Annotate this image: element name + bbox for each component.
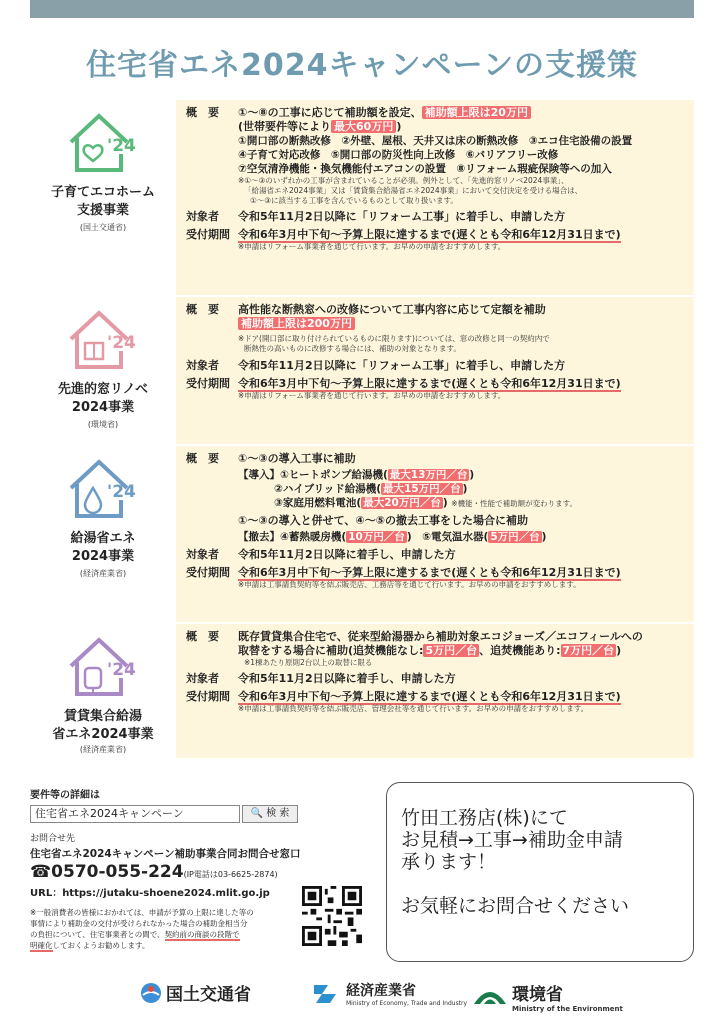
search-button[interactable]: 🔍 検 索 [242,805,298,823]
house-heart-icon [63,108,143,176]
section-name-1: 賃貸集合給湯 [63,709,142,724]
section-header [30,624,176,758]
item-text: ④蓄熱暖房機( [280,531,347,543]
item-amount: 最大20万円／台 [363,497,441,509]
item-text: ) [406,531,412,543]
gaiyou-label: 概 要 [186,630,219,643]
gaiyou-label: 概 要 [186,452,219,465]
page-title: 住宅省エネ2024キャンペーンの支援策 [86,48,638,83]
target-label: 対象者 [186,672,219,685]
ministry-label: (経済産業省) [79,569,127,578]
target-text: 令和5年11月2日以降に着手し、申請した方 [238,548,456,561]
env-emblem-icon [472,984,508,1010]
max-highlight: 最大60万円 [331,120,396,133]
item-amount: 5万円／台 [490,531,540,543]
note: ①〜③に該当する工事を含んでいるものとして取り扱います。 [250,196,458,205]
item-text: ⑤電気温水器( [422,531,489,543]
item-text: ) [541,531,547,543]
amount-highlight: 7万円／台 [562,644,615,657]
meti-logo [312,980,467,1007]
section-kyutou [30,446,694,622]
period-text: 令和6年3月中下旬〜予算上限に達するまで(遅くとも令和6年12月31日まで) [238,690,621,703]
gaiyou-text: ) [396,120,402,133]
ministry-logos [0,972,724,1012]
section-name-2: 支援事業 [76,203,129,218]
ministry-label: (環境省) [87,420,119,429]
intro-tag: 【導入】 [238,469,280,481]
target-text: 令和5年11月2日以降に「リフォーム工事」に着手し、申請した方 [238,359,566,372]
meti-emblem-icon [312,981,342,1007]
gaiyou-text: ①〜③の導入と併せて、④〜⑤の撤去工事をした場合に補助 [238,514,529,527]
items-line: ⑦空気清浄機能・換気機能付エアコンの設置 ⑧リフォーム瑕疵保険等への加入 [238,163,612,175]
period-note: ※申請は工事請負契約等を結ぶ販売店、管理会社等を通じて行います。お早めの申請をおすすめします。 [238,704,589,713]
section-header [30,297,176,444]
gaiyou-label: 概 要 [186,106,219,119]
gaiyou-text: (世帯要件等により [238,120,332,133]
section-body [176,297,694,444]
house-water-heater-icon [63,632,143,700]
contact-label: お問合せ先 [30,834,76,844]
gaiyou-text: 取替をする場合に補助(追焚機能なし: [238,644,424,657]
search-bar [30,805,370,823]
meti-name-en: Ministry of Economy, Trade and Industry [346,1000,468,1007]
meti-name: 経済産業省 [346,983,416,999]
note: ※1棟あたり原則2台以上の取替に限る [244,658,373,667]
gaiyou-text: ①〜③の導入工事に補助 [238,452,356,465]
badge-24: '24 [107,136,136,156]
house-water-drop-icon [63,454,143,522]
limit-highlight: 補助額上限は200万円 [238,317,355,330]
warn-line: ※一般消費者の皆様におかれては、申請が予算の上限に達した等の [30,908,254,917]
section-header [30,446,176,622]
phone-number: ☎0570-055-224 [30,862,184,882]
target-text: 令和5年11月2日以降に「リフォーム工事」に着手し、申請した方 [238,210,566,223]
items-line: ④子育て対応改修 ⑤開口部の防災性向上改修 ⑥バリアフリー改修 [238,149,559,161]
qr-code[interactable] [302,886,362,946]
phone-note: (IP電話は03-6625-2874) [183,870,278,879]
shop-line: 竹田工務店(株)にて [401,807,568,829]
shop-line: 承ります！ [401,851,497,873]
gaiyou-text: 、追焚機能あり: [479,644,561,657]
contact-name: 住宅省エネ2024キャンペーン補助事業合同お問合せ窓口 [30,848,301,860]
section-kosodate [30,100,694,295]
ministry-label: (国土交通省) [79,223,127,232]
limit-highlight: 補助額上限は20万円 [422,106,531,119]
section-mado [30,297,694,444]
target-label: 対象者 [186,548,219,561]
remove-tag: 【撤去】 [238,531,280,543]
section-name-1: 子育てエコホーム [50,185,155,200]
items-line: ①開口部の断熱改修 ②外壁、屋根、天井又は床の断熱改修 ③エコ住宅設備の設置 [238,135,633,147]
section-name-2: 2024事業 [71,549,135,564]
period-text: 令和6年3月中下旬〜予算上限に達するまで(遅くとも令和6年12月31日まで) [238,566,621,579]
mlit-emblem-icon [140,982,162,1004]
env-name-en: Ministry of the Environment [512,1005,623,1013]
item-amount: 最大13万円／台 [389,469,468,481]
section-chintai [30,624,694,758]
house-window-icon [63,305,143,373]
period-label: 受付期間 [186,228,230,241]
note: ※機能・性能で補助額が変わります。 [451,499,577,508]
item-amount: 10万円／台 [348,531,405,543]
note: ※①〜③のいずれかの工事が含まれていることが必須。例外として、「先進的窓リノベ2024事業」、 [238,176,569,185]
url-link[interactable]: URL：https://jutaku-shoene2024.mlit.go.jp [30,888,270,899]
gaiyou-label: 概 要 [186,303,219,316]
badge-24: '24 [107,660,136,680]
warn-emphasis: 明確化 [30,941,53,950]
shop-message-box [386,782,694,962]
gaiyou-text: ①〜⑧の工事に応じて補助額を設定、 [238,106,422,119]
top-bar [30,0,694,18]
section-body [176,100,694,295]
period-note: ※申請はリフォーム事業者を通じて行います。お早めの申請をおすすめします。 [238,391,506,400]
period-label: 受付期間 [186,690,230,703]
env-logo [472,980,623,1013]
note: ※ドア(開口部に取り付けられているものに限ります)については、窓の改修と同一の契約内で [238,334,550,343]
period-note: ※申請はリフォーム事業者を通じて行います。お早めの申請をおすすめします。 [238,242,506,251]
item-text: ②ハイブリッド給湯機( [274,483,382,495]
period-note: ※申請は工事請負契約等を結ぶ販売店、工務店等を通じて行います。お早めの申請をおすすめします。 [238,580,581,589]
gaiyou-text: 高性能な断熱窓への改修について工事内容に応じて定額を補助 [238,303,546,316]
target-label: 対象者 [186,210,219,223]
amount-highlight: 5万円／台 [425,644,478,657]
badge-24: '24 [107,333,136,353]
details-label: 要件等の詳細は [30,790,100,801]
item-text: ) [462,483,468,495]
section-header [30,100,176,295]
item-text: ) [442,497,448,509]
target-text: 令和5年11月2日以降に着手し、申請した方 [238,672,456,685]
warn-line: 事情により補助金の交付が受けられなかった場合の補助金相当分 [30,919,248,928]
warn-emphasis: 契約前の商談の段階で [164,930,240,939]
shop-line: お見積→工事→補助金申請 [401,829,623,851]
badge-24: '24 [107,482,136,502]
target-label: 対象者 [186,359,219,372]
warning-note [30,907,290,951]
mlit-logo [140,980,251,1005]
period-label: 受付期間 [186,377,230,390]
item-amount: 最大15万円／台 [383,483,461,495]
section-name-2: 省エネ2024事業 [52,727,154,742]
note: 断熱性の高いものに改修する場合には、補助の対象となります。 [244,344,461,353]
section-name-2: 2024事業 [71,400,135,415]
note: 「給湯省エネ2024事業」又は「賃貸集合給湯省エネ2024事業」において交付決定を受ける場合は、 [244,186,583,195]
shop-line: お気軽にお問合せください [401,895,630,917]
period-text: 令和6年3月中下旬〜予算上限に達するまで(遅くとも令和6年12月31日まで) [238,377,621,390]
ministry-label: (経済産業省) [79,745,127,754]
gaiyou-text: 既存賃貸集合住宅で、従来型給湯器から補助対象エコジョーズ／エコフィールへの [238,630,643,643]
env-name: 環境省 [512,985,563,1005]
mlit-name: 国土交通省 [166,985,251,1005]
period-text: 令和6年3月中下旬〜予算上限に達するまで(遅くとも令和6年12月31日まで) [238,228,621,241]
gaiyou-text: ) [616,644,622,657]
warn-line: の負担について、住宅事業者との間で、 [30,930,165,939]
item-text: ③家庭用燃料電池( [274,497,362,509]
section-body [176,446,694,622]
section-name-1: 先進的窓リノベ [58,382,148,397]
search-input[interactable]: 住宅省エネ2024キャンペーン [30,805,240,823]
item-text: ①ヒートポンプ給湯機( [280,469,388,481]
contact-area [30,786,370,951]
section-name-1: 給湯省エネ [70,531,136,546]
period-label: 受付期間 [186,566,230,579]
warn-line: しておくようお勧めします。 [52,941,150,950]
section-body [176,624,694,758]
item-text: ) [469,469,475,481]
